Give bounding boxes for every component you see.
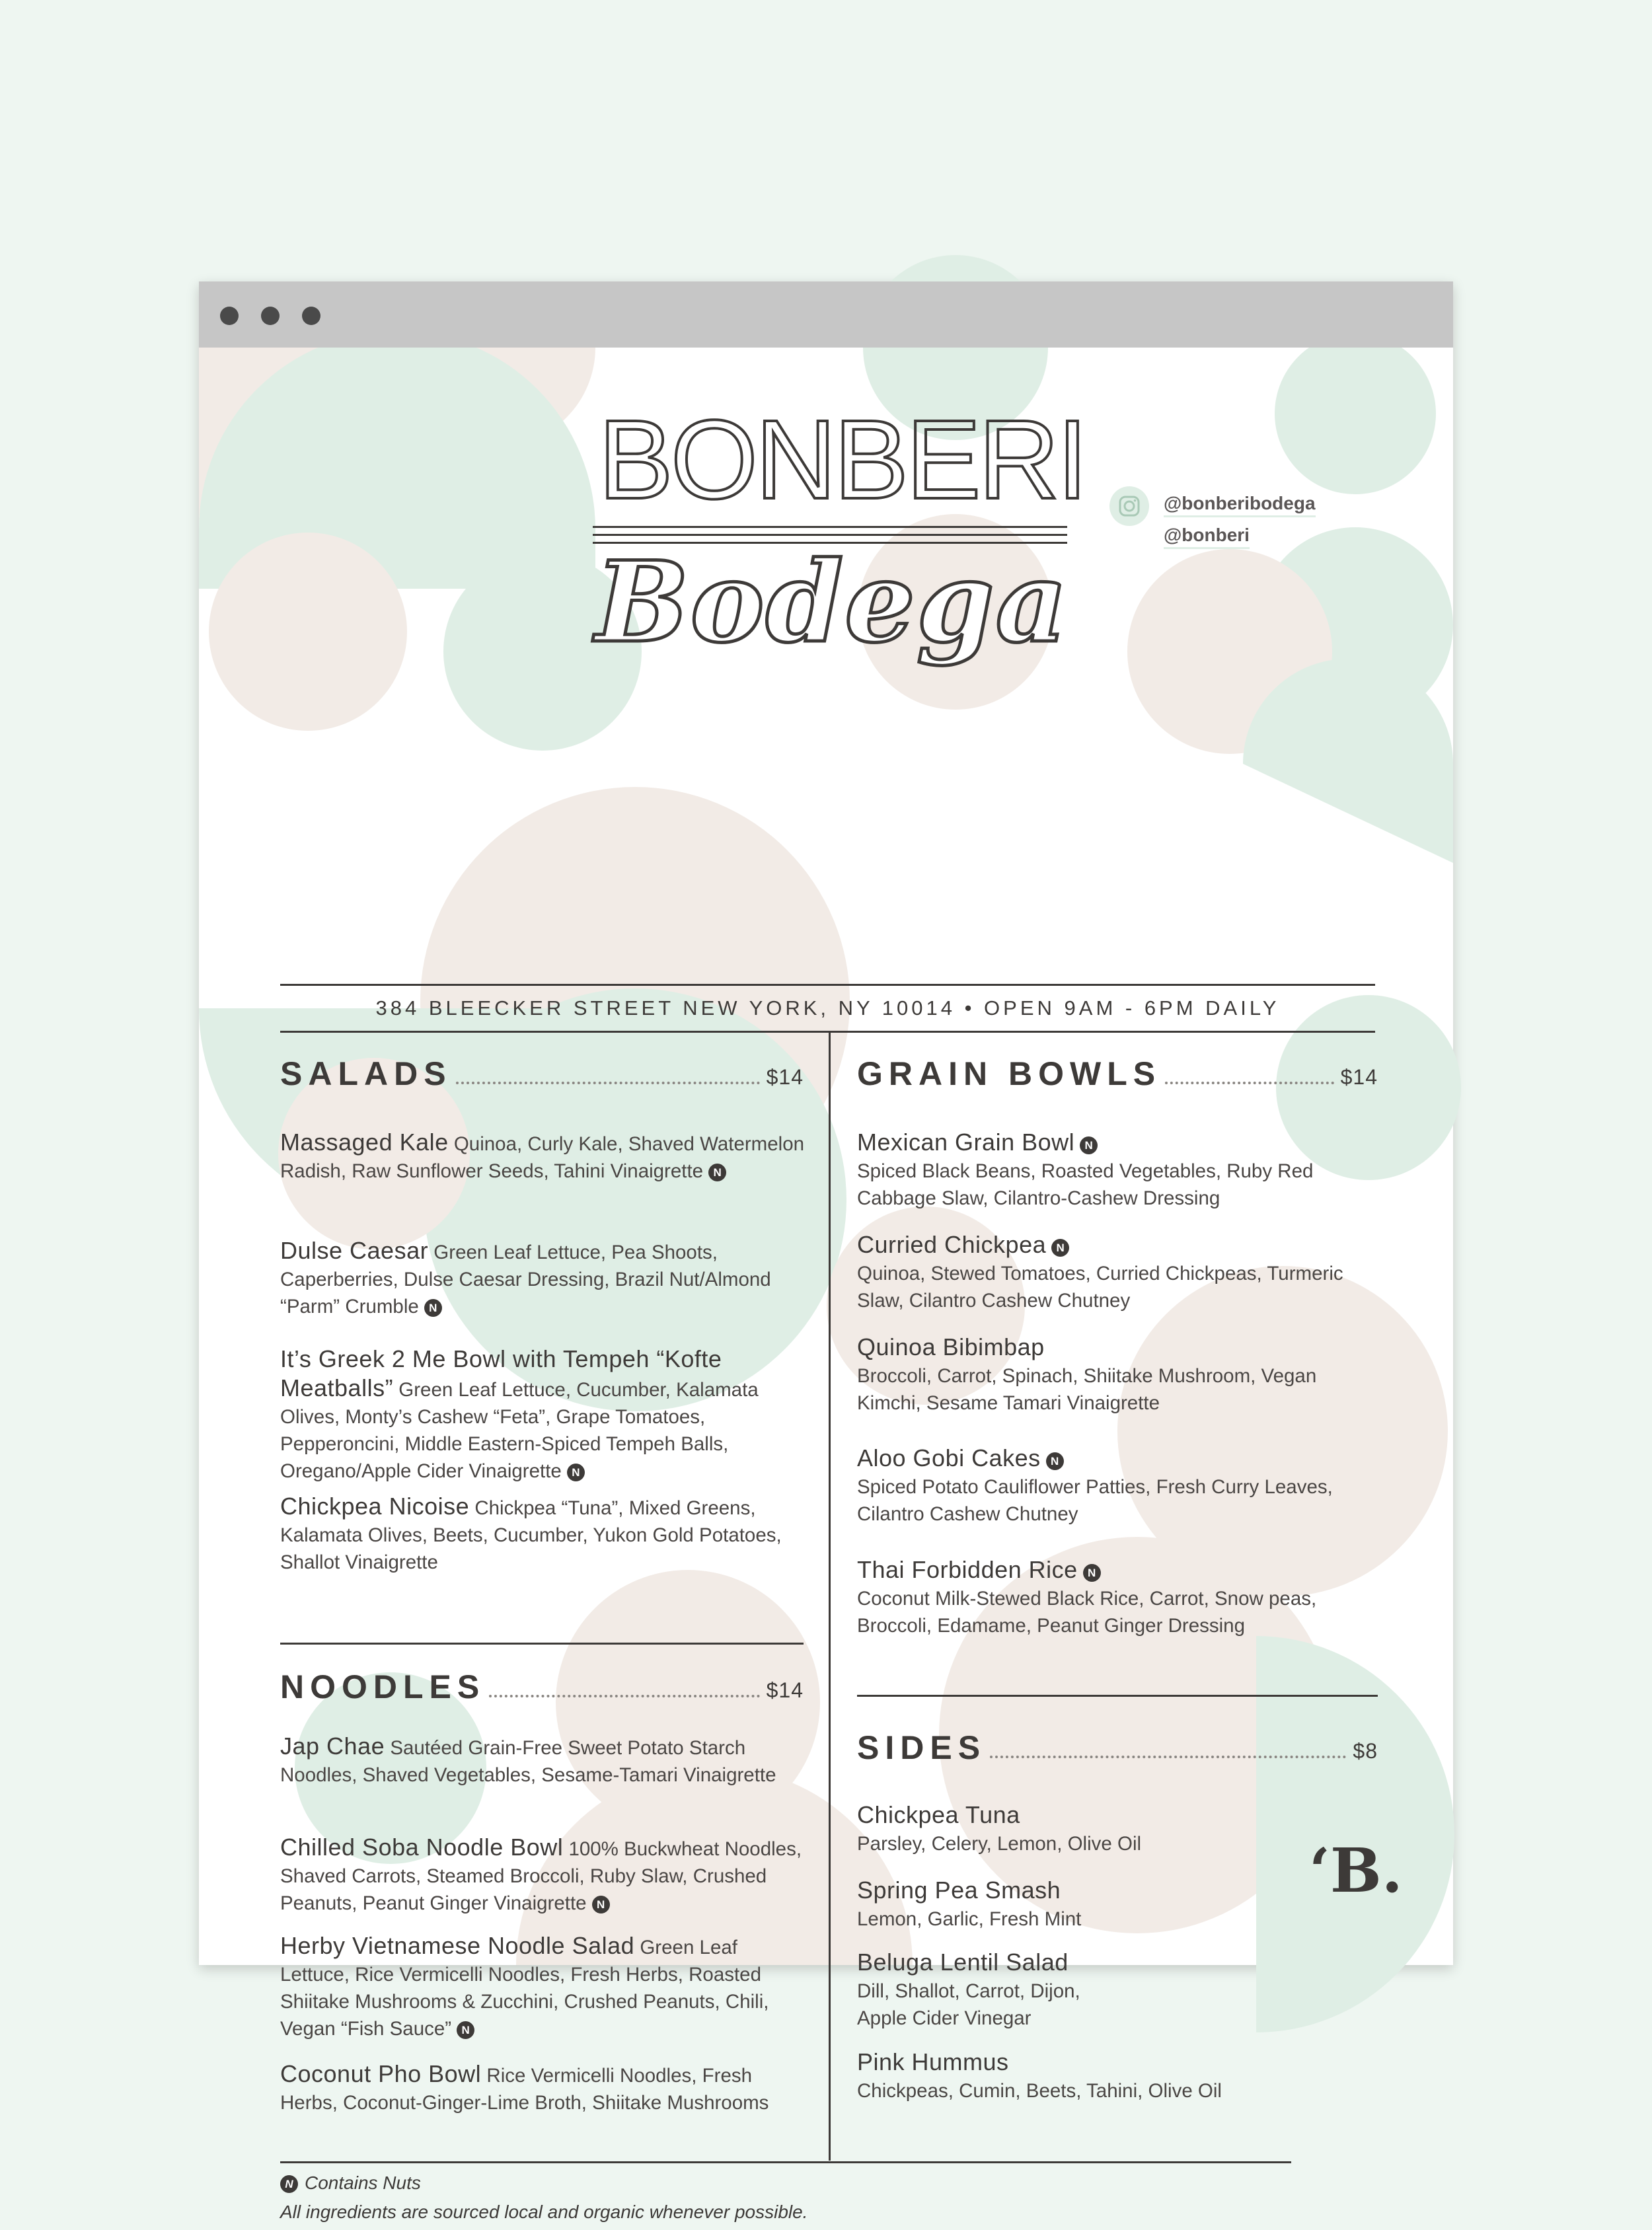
section-title: GRAIN BOWLS — [857, 1055, 1162, 1092]
menu-item — [280, 2060, 809, 2116]
instagram-handle-bonberi[interactable]: @bonberi — [1164, 525, 1250, 549]
menu-item — [857, 1129, 1386, 1212]
item-name: Curried Chickpea — [857, 1231, 1047, 1258]
section-price: $8 — [1353, 1739, 1378, 1763]
nut-icon: N — [592, 1896, 610, 1914]
nut-icon: N — [1046, 1452, 1064, 1470]
item-name: Beluga Lentil Salad — [857, 1949, 1069, 1976]
nut-icon: N — [567, 1464, 585, 1481]
menu-item — [857, 1444, 1386, 1528]
nut-legend-label: Contains Nuts — [305, 2173, 421, 2193]
item-desc: Broccoli, Carrot, Spinach, Shiitake Mushroom, Vegan Kimchi, Sesame Tamari Vinaigrette — [857, 1365, 1317, 1414]
window-titlebar — [199, 281, 1453, 348]
price-leader — [489, 1695, 759, 1697]
item-name: It’s Greek 2 Me Bowl with Tempeh “Kofte Meatballs” — [280, 1345, 722, 1401]
section-divider — [280, 1643, 804, 1645]
price-leader — [1165, 1082, 1334, 1084]
item-desc: Spiced Potato Cauliflower Patties, Fresh Curry Leaves, Cilantro Cashew Chutney — [857, 1476, 1333, 1525]
item-name: Pink Hummus — [857, 2048, 1009, 2075]
item-name: Quinoa Bibimbap — [857, 1333, 1045, 1360]
footer-rule — [280, 2161, 1291, 2163]
menu-item — [280, 1129, 809, 1185]
section-noodles — [280, 1664, 804, 1707]
nut-icon: N — [1080, 1136, 1098, 1154]
instagram-handle-bodega[interactable]: @bonberibodega — [1164, 493, 1316, 517]
menu-item — [280, 1345, 809, 1485]
close-dot[interactable] — [220, 307, 239, 325]
item-desc: Quinoa, Curly Kale, Shaved Watermelon Radish, Raw Sunflower Seeds, Tahini Vinaigrette — [280, 1133, 805, 1182]
item-desc: Spiced Black Beans, Roasted Vegetables, Ruby Red Cabbage Slaw, Cilantro-Cashew Dressing — [857, 1160, 1314, 1209]
menu-item — [280, 1493, 809, 1576]
section-price: $14 — [766, 1678, 804, 1702]
price-leader — [990, 1756, 1346, 1758]
column-divider — [829, 1031, 831, 2161]
nut-icon: N — [1051, 1239, 1069, 1257]
item-name: Chilled Soba Noodle Bowl — [280, 1834, 564, 1861]
menu-item — [857, 2048, 1359, 2104]
menu-item — [280, 1732, 809, 1789]
section-price: $14 — [1340, 1065, 1378, 1089]
menu-item — [280, 1834, 809, 1917]
item-desc: Chickpeas, Cumin, Beets, Tahini, Olive Oil — [857, 2080, 1222, 2102]
item-desc: Rice Vermicelli Noodles, Fresh Herbs, Coconut-Ginger-Lime Broth, Shiitake Mushrooms — [280, 2065, 769, 2114]
section-title: NOODLES — [280, 1668, 486, 1705]
item-desc: 100% Buckwheat Noodles, Shaved Carrots, Steamed Broccoli, Ruby Slaw, Crushed Peanuts, Peanut Ginger Vinaigrette — [280, 1838, 802, 1914]
item-desc: Dill, Shallot, Carrot, Dijon, Apple Cider Vinegar — [857, 1980, 1080, 2029]
nut-icon: N — [1083, 1564, 1101, 1582]
item-desc: Sautéed Grain-Free Sweet Potato Starch Noodles, Shaved Vegetables, Sesame-Tamari Vinaigrette — [280, 1737, 776, 1786]
section-sides — [857, 1725, 1378, 1767]
section-title: SIDES — [857, 1729, 987, 1766]
section-price: $14 — [766, 1065, 804, 1089]
item-desc: Green Leaf Lettuce, Rice Vermicelli Noodles, Fresh Herbs, Roasted Shiitake Mushrooms & Zucchini, Crushed Peanuts, Chili, Vegan “Fish Sauce” — [280, 1937, 769, 2040]
instagram-icon[interactable] — [1109, 486, 1149, 526]
item-desc: Green Leaf Lettuce, Cucumber, Kalamata Olives, Monty’s Cashew “Feta”, Grape Tomatoes, Pepperoncini, Middle Eastern-Spiced Tempeh Balls, Oregano/Apple Cider Vinaigrette — [280, 1379, 759, 1482]
address-hours: 384 BLEECKER STREET NEW YORK, NY 10014 • OPEN 9AM - 6PM DAILY — [280, 984, 1375, 1033]
item-desc: Green Leaf Lettuce, Pea Shoots, Caperberries, Dulse Caesar Dressing, Brazil Nut/Almond “Parm” Crumble — [280, 1242, 771, 1318]
item-desc: Lemon, Garlic, Fresh Mint — [857, 1908, 1082, 1930]
menu-item — [857, 1333, 1386, 1417]
menu-item — [857, 1556, 1386, 1639]
menu-item — [280, 1237, 809, 1320]
bonberi-wordmark — [597, 397, 1086, 523]
item-name: Aloo Gobi Cakes — [857, 1444, 1041, 1471]
menu-item — [280, 1932, 809, 2042]
nut-icon: N — [424, 1299, 442, 1317]
menu-item — [857, 1949, 1108, 2032]
section-grain-bowls — [857, 1051, 1378, 1094]
brand-rule-middle — [593, 534, 1067, 536]
nut-icon: N — [457, 2021, 474, 2039]
item-name: Jap Chae — [280, 1732, 385, 1760]
nut-icon: N — [280, 2175, 298, 2193]
menu-content — [199, 348, 1453, 2222]
bodega-b-logo: ‘B. — [1309, 1835, 1403, 1906]
menu-item — [857, 1231, 1386, 1314]
item-desc: Quinoa, Stewed Tomatoes, Curried Chickpeas, Turmeric Slaw, Cilantro Cashew Chutney — [857, 1263, 1343, 1312]
item-desc: Parsley, Celery, Lemon, Olive Oil — [857, 1833, 1142, 1855]
bodega-wordmark: Bodega — [595, 537, 1069, 667]
menu-window — [199, 281, 1453, 2222]
menu-item — [857, 1801, 1359, 1857]
item-name: Chickpea Nicoise — [280, 1493, 470, 1520]
minimize-dot[interactable] — [261, 307, 280, 325]
item-desc: Coconut Milk-Stewed Black Rice, Carrot, Snow peas, Broccoli, Edamame, Peanut Ginger Dressing — [857, 1588, 1317, 1637]
nut-icon: N — [708, 1164, 726, 1181]
item-desc: Chickpea “Tuna”, Mixed Greens, Kalamata Olives, Beets, Cucumber, Yukon Gold Potatoes, Shallot Vinaigrette — [280, 1497, 782, 1573]
item-name: Dulse Caesar — [280, 1237, 429, 1264]
svg-text:BONBERI: BONBERI — [598, 397, 1086, 523]
menu-item — [857, 1877, 1359, 1933]
zoom-dot[interactable] — [302, 307, 320, 325]
item-name: Thai Forbidden Rice — [857, 1556, 1078, 1583]
item-name: Herby Vietnamese Noodle Salad — [280, 1932, 635, 1959]
item-name: Mexican Grain Bowl — [857, 1129, 1075, 1156]
item-name: Massaged Kale — [280, 1129, 449, 1156]
brand-rule-top — [593, 526, 1067, 528]
item-name: Spring Pea Smash — [857, 1877, 1061, 1904]
section-divider — [857, 1695, 1378, 1697]
item-name: Coconut Pho Bowl — [280, 2060, 482, 2087]
price-leader — [456, 1082, 760, 1084]
item-name: Chickpea Tuna — [857, 1801, 1020, 1828]
nut-legend — [280, 2173, 421, 2194]
section-salads — [280, 1051, 804, 1094]
sourcing-note: All ingredients are sourced local and organic whenever possible. — [280, 2202, 808, 2222]
section-title: SALADS — [280, 1055, 452, 1092]
